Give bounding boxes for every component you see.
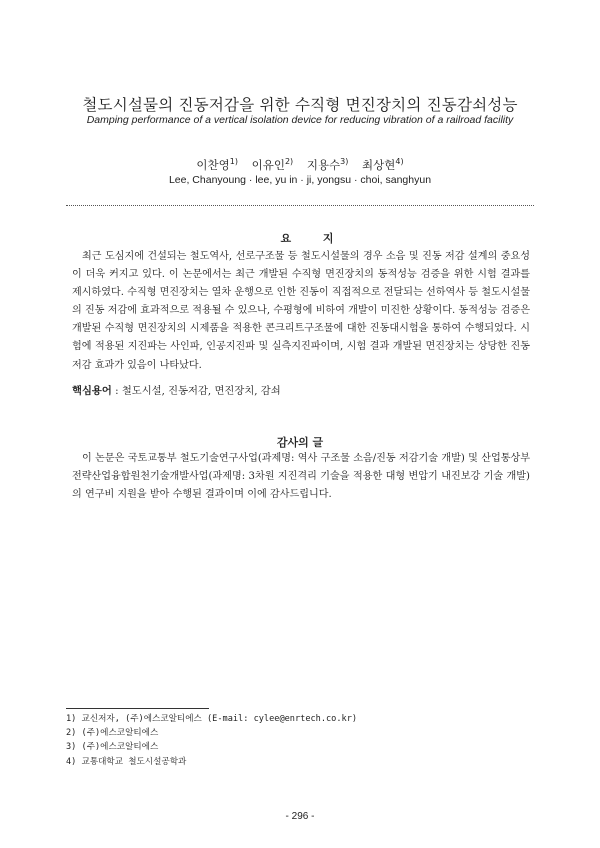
keywords-label: 핵심용어: [72, 385, 112, 397]
section-divider: [66, 205, 534, 206]
footnote-item: 2) (주)에스코알티에스: [66, 728, 159, 739]
footnote-rule: [66, 708, 209, 709]
acknowledgement-heading: 감사의 글: [276, 436, 324, 449]
page-number: - 296 -: [285, 811, 315, 822]
footnote-item: 4) 교통대학교 철도시설공학과: [66, 756, 187, 767]
paper-title-english: Damping performance of a vertical isolation device for reducing vibration of a railroad facility: [86, 114, 514, 126]
acknowledgement-body: 이 논문은 국토교통부 철도기술연구사업(과제명: 역사 구조물 소음/진동 저감기술 개발) 및 산업통상부 전략산업융합원천기술개발사업(과제명: 3차원 지진격리 기술을 적용한 대형 변압기 내진보강 기술 개발)의 연구비 지원을 받아 수행된 결과이며 이에 감사드립니다.: [72, 453, 530, 501]
keywords-values: 철도시설, 진동저감, 면진장치, 감쇠: [121, 385, 281, 397]
footnotes: [66, 712, 357, 769]
footnote-item: 3) (주)에스코알티에스: [66, 742, 159, 753]
abstract-body: 최근 도심지에 건설되는 철도역사, 선로구조물 등 철도시설물의 경우 소음 및 진동 저감 설계의 중요성이 더욱 커지고 있다. 이 논문에서는 최근 개발된 수직형 면진장치의 동적성능 검증을 위한 시험 결과를 제시하였다. 수직형 면진장치는 열차 운행으로 인한 진동이 직접적으로 전달되는 선하역사 등 철도시설물의 진동 저감에 효과적으로 적용될 수 있으나, 수평형에 비하여 개발이 미진한 상황이다. 동적성능 검증은 개발된 수직형 면진장치의 시제품을 적용한 콘크리트구조물에 대한 진동대시험을 통하여 수행되었다. 시험에 적용된 지진파는 사인파, 인공지진파 및 실측지진파이며, 시험 결과 개발된 면진장치는 상당한 진동저감 효과가 있음이 나타났다.: [72, 251, 530, 371]
author-4: 최상현$^{4)}$: [362, 157, 404, 172]
keywords-line: [72, 382, 281, 397]
paper-title-korean: 철도시설물의 진동저감을 위한 수직형 면진장치의 진동감쇠성능: [82, 96, 518, 114]
author-list-english: Lee, Chanyoung · lee, yu in · ji, yongsu · choi, sanghyun: [168, 174, 432, 186]
author-1: 이찬영$^{1)}$: [196, 157, 238, 172]
author-3: 지용수$^{3)}$: [306, 157, 349, 172]
keywords-separator: :: [111, 385, 122, 397]
abstract-heading: 요 지: [280, 232, 348, 245]
author-list-korean: [0, 157, 600, 173]
footnote-item: 1) 교신저자, (주)에스코알티에스 (E-mail: cylee@enrtech.co.kr): [66, 714, 358, 724]
author-2: 이유인$^{2)}$: [251, 157, 294, 172]
